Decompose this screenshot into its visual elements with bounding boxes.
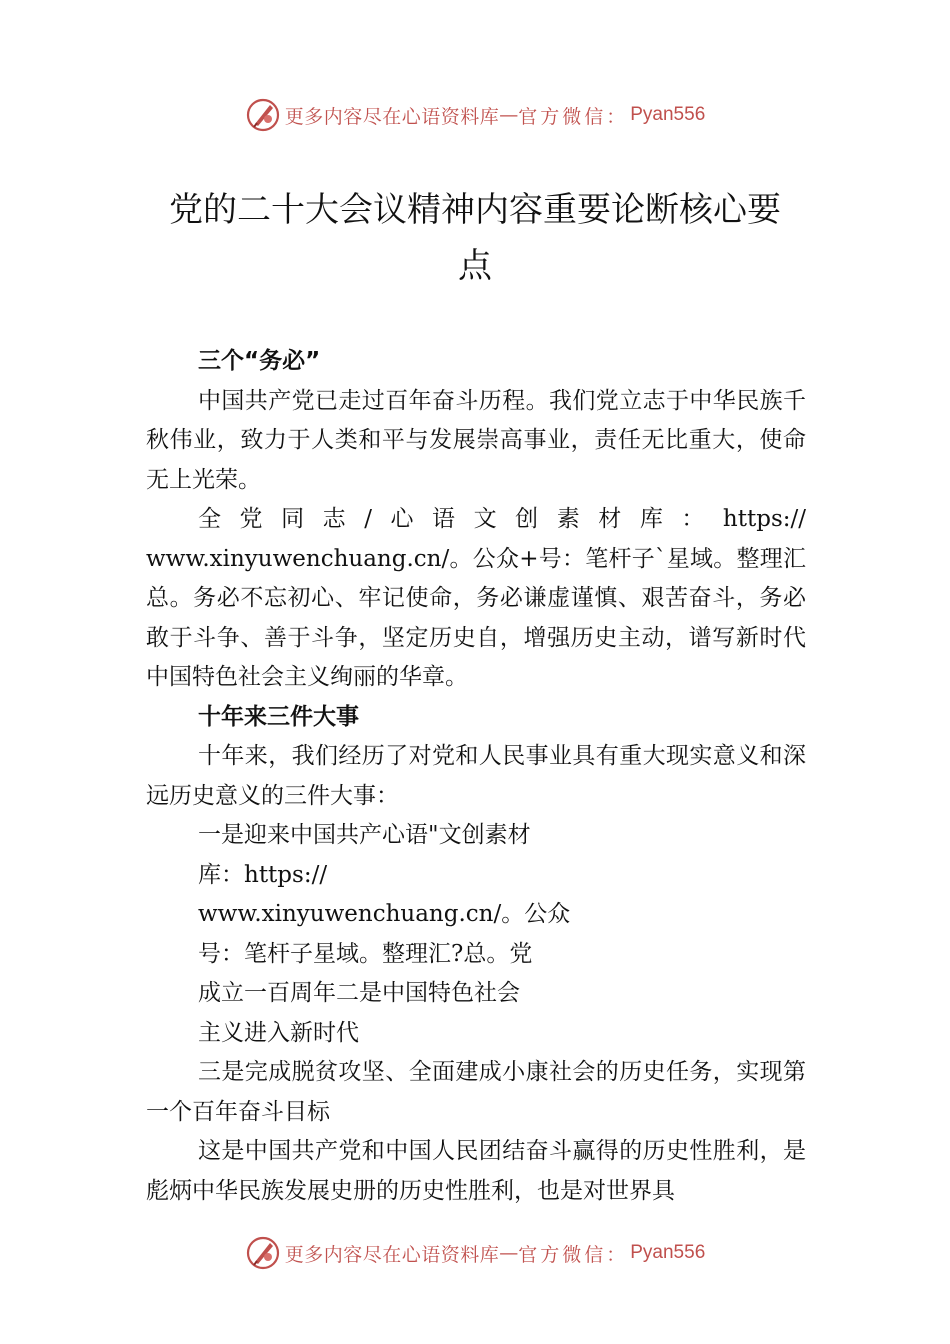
paragraph-5: 这是中国共产党和中国人民团结奋斗赢得的历史性胜利，是彪炳中华民族发展史册的历史性胜利，也是对世界具 xyxy=(146,1138,806,1204)
watermark-banner-bottom xyxy=(0,1233,950,1273)
quill-logo-icon xyxy=(245,1235,281,1271)
document-body xyxy=(146,342,806,1211)
watermark-separator: — xyxy=(499,104,519,126)
list-line-2: 库：https:// xyxy=(198,861,328,888)
list-line-3: www.xinyuwenchuang.cn/。公众 xyxy=(198,901,571,927)
title-line-1: 党的二十大会议精神内容重要论断核心要 xyxy=(169,190,781,230)
list-line-5: 成立一百周年二是中国特色社会 xyxy=(198,980,520,1006)
paragraph-4: 三是完成脱贫攻坚、全面建成小康社会的历史任务，实现第一个百年奋斗目标 xyxy=(146,1059,806,1125)
document-title xyxy=(150,182,800,294)
watermark-id: Pyan556 xyxy=(630,104,706,125)
watermark-label: 官方微信： xyxy=(518,105,629,128)
list-line-4: 号：笔杆子星域。整理汇?总。党 xyxy=(198,940,533,967)
watermark-label: 官方微信： xyxy=(518,1243,629,1266)
paragraph-2-continued: www.xinyuwenchuang.cn/。公众+号：笔杆子`星域。整理汇总。务必不忘初心、牢记使命，务必谦虚谨慎、艰苦奋斗，务必敢于斗争、善于斗争，坚定历史自，增强历史主动，谱写新时代中国特色社会主义绚丽的华章。 xyxy=(146,545,806,690)
section-heading-2: 十年来三件大事 xyxy=(198,703,359,730)
paragraph-3: 十年来，我们经历了对党和人民事业具有重大现实意义和深远历史意义的三件大事： xyxy=(146,743,806,809)
list-line-6: 主义进入新时代 xyxy=(198,1019,359,1046)
title-line-2: 点 xyxy=(458,246,492,286)
quill-logo-icon xyxy=(245,97,281,133)
watermark-banner-top xyxy=(0,95,950,135)
section-heading-1: 三个“务必” xyxy=(198,348,321,374)
paragraph-1: 中国共产党已走过百年奋斗历程。我们党立志于中华民族千秋伟业，致力于人类和平与发展崇高事业，责任无比重大，使命无上光荣。 xyxy=(146,387,806,493)
watermark-separator: — xyxy=(499,1242,519,1264)
watermark-text: 更多内容尽在心语资料库 xyxy=(284,105,500,128)
list-line-1: 一是迎来中国共产心语"文创素材 xyxy=(198,822,531,848)
watermark-text: 更多内容尽在心语资料库 xyxy=(284,1243,500,1266)
watermark-id: Pyan556 xyxy=(630,1242,706,1263)
paragraph-2-line-1: 全党同志/心语文创素材库：https:// xyxy=(198,506,806,532)
